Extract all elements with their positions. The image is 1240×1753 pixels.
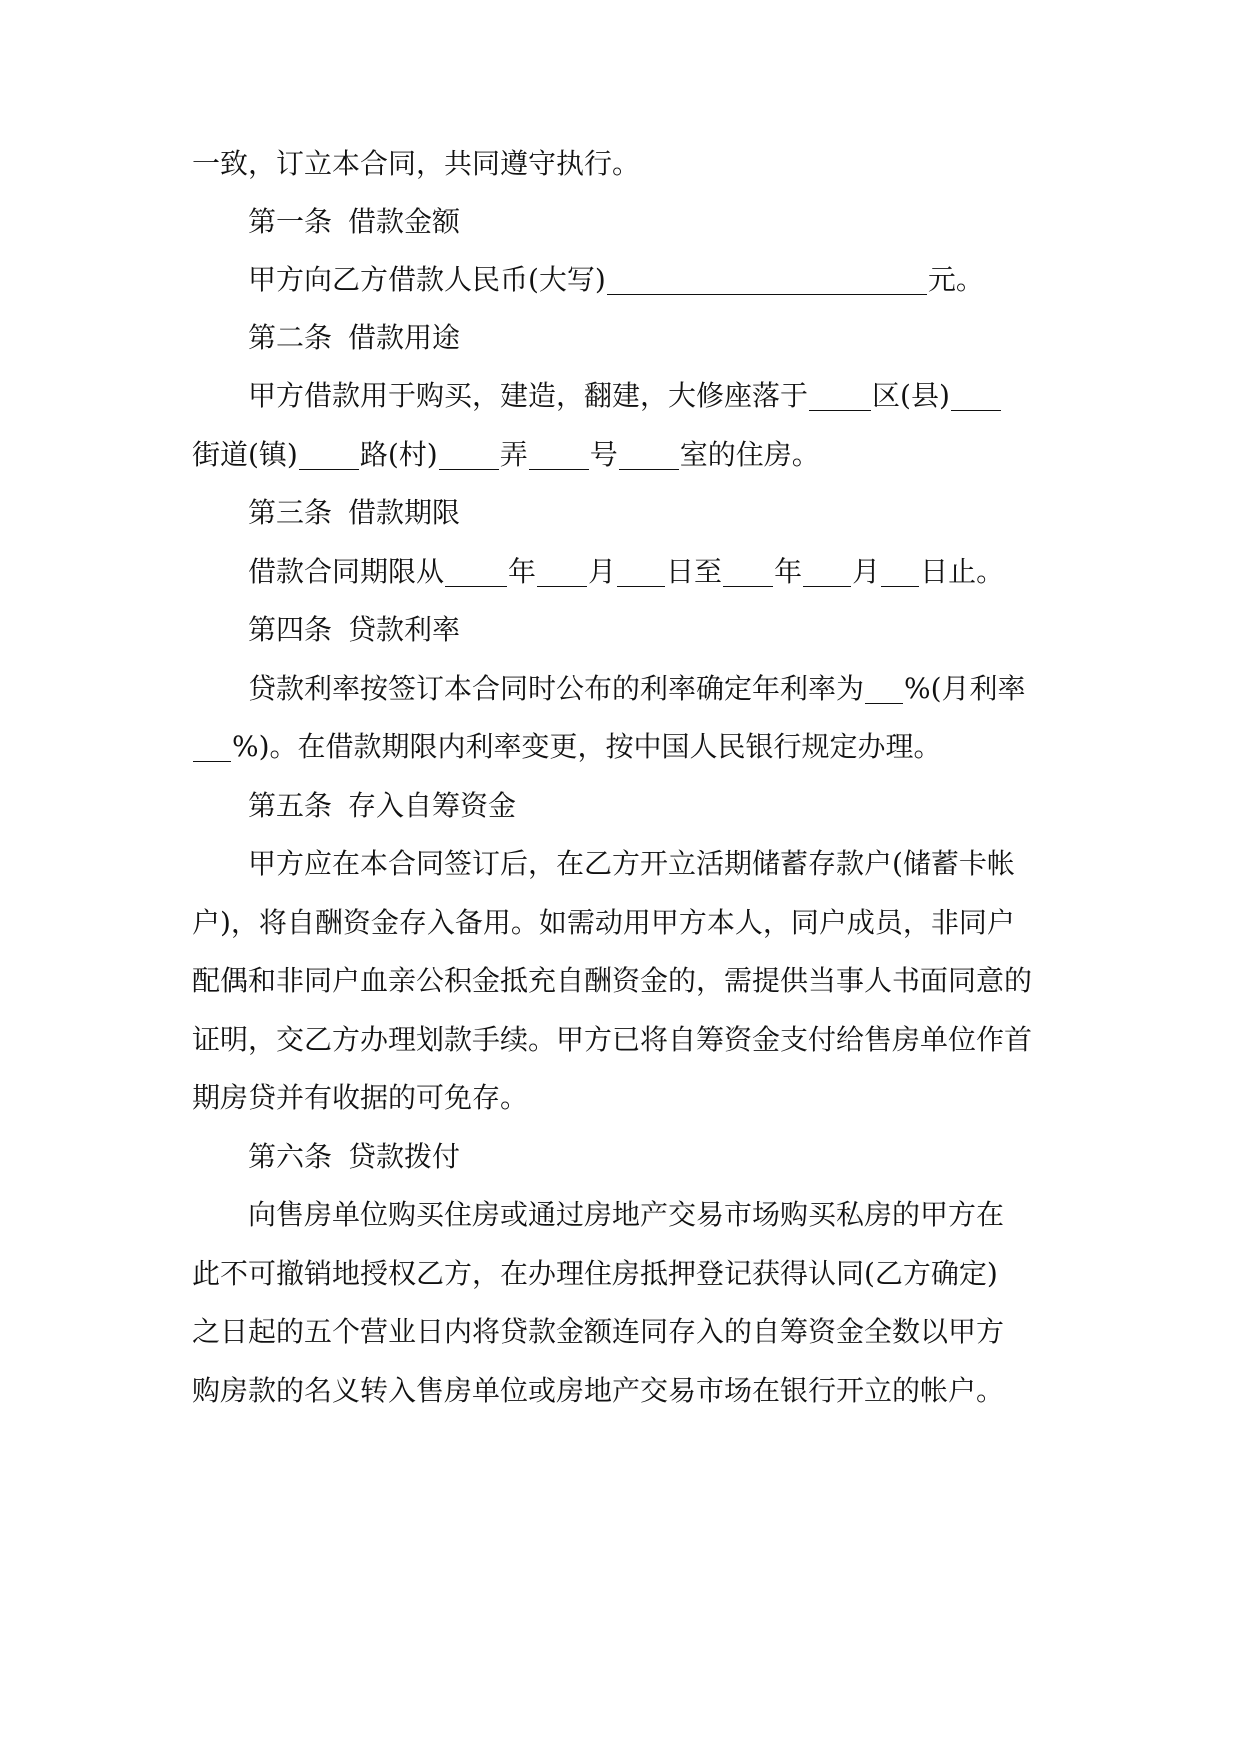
blank-line [809, 380, 871, 411]
paragraph-line [192, 1312, 1072, 1352]
article-title: 贷款利率 [348, 613, 461, 646]
article-number: 第一条 [248, 205, 333, 238]
article-title: 借款期限 [348, 496, 461, 529]
paragraph-line [192, 903, 1072, 943]
text: 区(县) [872, 379, 950, 412]
paragraph-line [192, 1078, 1072, 1118]
text: 甲方借款用于购买，建造，翻建，大修座落于 [248, 379, 809, 412]
text: 证明，交乙方办理划款手续。甲方已将自筹资金支付给售房单位作首 [192, 1023, 1033, 1056]
article-title: 贷款拨付 [348, 1140, 461, 1173]
blank-line [619, 439, 679, 470]
article-number: 第三条 [248, 496, 333, 529]
paragraph-line [192, 1020, 1072, 1060]
blank-line [865, 673, 903, 704]
text: 一致，订立本合同，共同遵守执行。 [192, 147, 641, 180]
text: 借款合同期限从 [248, 555, 445, 588]
article-title: 存入自筹资金 [348, 789, 517, 822]
paragraph-line [248, 376, 1072, 416]
text: 购房款的名义转入售房单位或房地产交易市场在银行开立的帐户。 [192, 1374, 1005, 1407]
paragraph-line [192, 961, 1072, 1001]
blank-line [607, 264, 927, 295]
text: 年 [774, 555, 803, 588]
blank-line [439, 439, 499, 470]
text: 室的住房。 [679, 438, 820, 471]
blank-line [803, 556, 851, 587]
text: 向售房单位购买住房或通过房地产交易市场购买私房的甲方在 [248, 1198, 1005, 1231]
paragraph-line [192, 435, 1072, 475]
article-heading [248, 202, 1072, 242]
text: 甲方向乙方借款人民币(大写) [248, 263, 606, 296]
text: 元。 [927, 263, 984, 296]
text: 甲方应在本合同签订后，在乙方开立活期储蓄存款户(储蓄卡帐 [248, 847, 1015, 880]
paragraph-line [192, 1254, 1072, 1294]
text: 户)，将自酬资金存入备用。如需动用甲方本人，同户成员，非同户 [192, 906, 1015, 939]
article-heading [248, 493, 1072, 533]
text: 路(村) [359, 438, 438, 471]
paragraph-line [248, 1195, 1072, 1235]
text: %(月利率 [904, 672, 1026, 705]
article-number: 第五条 [248, 789, 333, 822]
blank-line [723, 556, 773, 587]
paragraph-line [248, 552, 1072, 592]
paragraph-line [248, 844, 1072, 884]
text: 此不可撤销地授权乙方，在办理住房抵押登记获得认同(乙方确定) [192, 1257, 998, 1290]
text: 期房贷并有收据的可免存。 [192, 1081, 529, 1114]
paragraph-line [192, 727, 1072, 767]
text: 弄 [499, 438, 528, 471]
blank-line [193, 731, 231, 762]
blank-line [445, 556, 507, 587]
blank-line [529, 439, 589, 470]
text: 号 [589, 438, 618, 471]
text: 日止。 [920, 555, 1005, 588]
paragraph-line [192, 1371, 1072, 1411]
paragraph-line [248, 260, 1072, 300]
blank-line [537, 556, 587, 587]
blank-line [617, 556, 665, 587]
article-heading [248, 318, 1072, 358]
article-number: 第二条 [248, 321, 333, 354]
article-number: 第六条 [248, 1140, 333, 1173]
text: 月 [588, 555, 617, 588]
blank-line [299, 439, 359, 470]
paragraph-line [248, 669, 1072, 709]
article-title: 借款用途 [348, 321, 461, 354]
text: 街道(镇) [192, 438, 298, 471]
blank-line [881, 556, 919, 587]
article-number: 第四条 [248, 613, 333, 646]
text: 贷款利率按签订本合同时公布的利率确定年利率为 [248, 672, 865, 705]
paragraph-line [192, 144, 1072, 184]
text: %)。在借款期限内利率变更，按中国人民银行规定办理。 [232, 730, 942, 763]
text: 之日起的五个营业日内将贷款金额连同存入的自筹资金全数以甲方 [192, 1315, 1005, 1348]
text: 月 [852, 555, 881, 588]
article-heading [248, 1137, 1072, 1177]
article-title: 借款金额 [348, 205, 461, 238]
text: 日至 [666, 555, 723, 588]
text: 年 [508, 555, 537, 588]
article-heading [248, 786, 1072, 826]
text: 配偶和非同户血亲公积金抵充自酬资金的，需提供当事人书面同意的 [192, 964, 1033, 997]
article-heading [248, 610, 1072, 650]
blank-line [951, 380, 1001, 411]
